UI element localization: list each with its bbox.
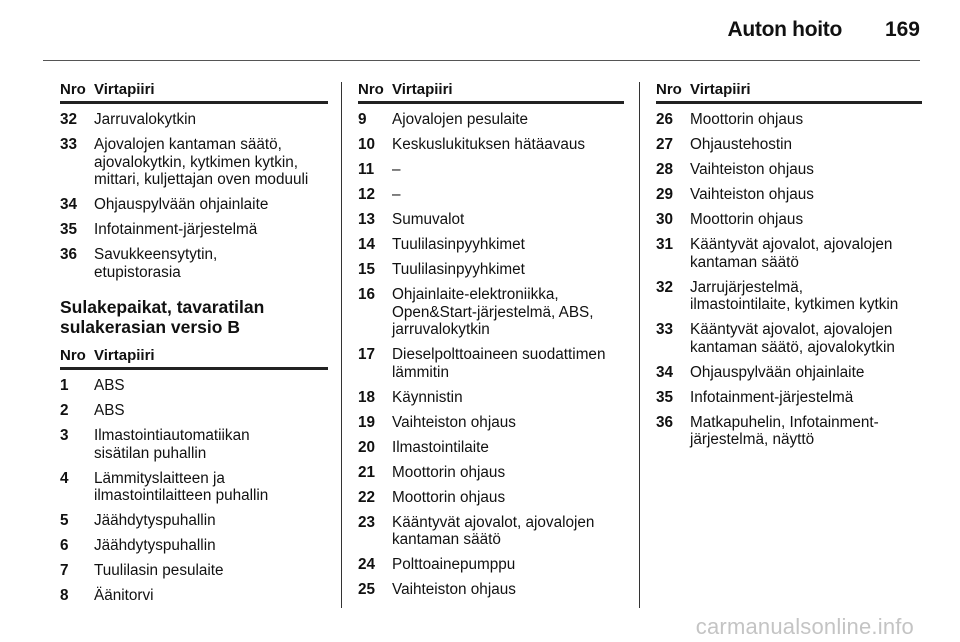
fuse-number: 35: [656, 388, 674, 406]
fuse-number: 31: [656, 236, 674, 253]
header-no: Nro: [656, 81, 682, 98]
section-title: Sulakepaikat, tavaratilan sulakerasian versio B: [60, 297, 265, 337]
watermark: carmanualsonline.info: [695, 614, 914, 639]
circuit-description: Vaihteiston ohjaus: [690, 161, 814, 178]
fuse-number: 23: [358, 513, 376, 531]
header-no: Nro: [60, 347, 86, 364]
table-row: [358, 261, 624, 279]
circuit-description: Jäähdytyspuhallin: [94, 537, 216, 554]
circuit-description: Ohjainlaite-elektroniikka, Open&Start-järjestelmä, ABS, jarruvalokytkin: [392, 286, 594, 338]
table-header: [656, 82, 922, 104]
header-circuit: Virtapiiri: [690, 81, 751, 98]
fuse-number: 24: [358, 556, 376, 573]
fuse-number: 32: [60, 111, 78, 128]
circuit-description: Infotainment-järjestelmä: [690, 388, 854, 406]
fuse-number: 15: [358, 261, 376, 278]
fuse-number: 8: [60, 587, 69, 604]
table-row: [358, 389, 624, 407]
table-row: [60, 377, 328, 395]
fuse-number: 5: [60, 512, 69, 529]
circuit-description: Moottorin ohjaus: [392, 488, 506, 506]
table-row: [656, 321, 922, 356]
fuse-number: 16: [358, 286, 376, 303]
fuse-number: 28: [656, 161, 674, 178]
header-divider: [43, 60, 920, 61]
circuit-description: Sumuvalot: [392, 211, 465, 228]
fuse-table: [60, 111, 328, 281]
table-row: [60, 221, 328, 239]
header-circuit: Virtapiiri: [94, 347, 155, 364]
circuit-description: Ohjauspylvään ohjainlaite: [690, 363, 865, 381]
circuit-description: Moottorin ohjaus: [392, 463, 506, 481]
fuse-number: 30: [656, 211, 674, 228]
fuse-number: 35: [60, 221, 78, 238]
fuse-number: 6: [60, 537, 69, 554]
page-number: 169: [884, 18, 920, 41]
table-row: [358, 414, 624, 432]
table-header: [60, 348, 328, 370]
table-row: [358, 464, 624, 482]
fuse-table: [358, 111, 624, 599]
page-header: [0, 0, 960, 60]
fuse-number: 33: [60, 136, 78, 153]
circuit-description: Ajovalojen pesulaite: [392, 111, 529, 128]
table-row: [60, 512, 328, 530]
circuit-description: Infotainment-järjestelmä: [94, 221, 258, 238]
circuit-description: Keskuslukituksen hätäavaus: [392, 136, 586, 153]
circuit-description: Tuulilasinpyyhkimet: [392, 236, 525, 253]
table-row: [656, 236, 922, 271]
fuse-number: 32: [656, 278, 674, 296]
circuit-description: Jarruvalokytkin: [94, 111, 197, 128]
table-row: [656, 364, 922, 382]
page-title: Auton hoito: [727, 18, 842, 41]
column-3: [656, 82, 922, 456]
column-2: [358, 82, 624, 606]
column-1: [60, 82, 328, 612]
circuit-description: Vaihteiston ohjaus: [392, 413, 516, 431]
circuit-description: Polttoainepumppu: [392, 556, 516, 573]
table-row: [358, 161, 624, 179]
table-row: [656, 279, 922, 314]
fuse-number: 36: [60, 246, 78, 263]
circuit-description: ABS: [94, 402, 125, 419]
circuit-description: Äänitorvi: [94, 587, 154, 604]
circuit-description: Ohjaustehostin: [690, 136, 793, 153]
circuit-description: Vaihteiston ohjaus: [690, 186, 814, 203]
fuse-number: 29: [656, 186, 674, 203]
circuit-description: Jarrujärjestelmä, ilmastointilaite, kytkimen kytkin: [690, 278, 899, 313]
fuse-number: 12: [358, 186, 376, 203]
table-row: [60, 537, 328, 555]
fuse-number: 22: [358, 488, 376, 506]
fuse-number: 26: [656, 111, 674, 128]
fuse-number: 4: [60, 469, 69, 487]
fuse-number: 36: [656, 413, 674, 431]
fuse-number: 3: [60, 427, 69, 444]
circuit-description: –: [392, 161, 401, 178]
table-header: [60, 82, 328, 104]
circuit-description: Kääntyvät ajovalot, ajovalojen kantaman säätö, ajovalokytkin: [690, 321, 895, 356]
table-row: [656, 136, 922, 154]
table-row: [60, 562, 328, 580]
table-row: [358, 236, 624, 254]
fuse-number: 10: [358, 136, 376, 153]
table-row: [60, 427, 328, 462]
table-header: [358, 82, 624, 104]
circuit-description: Ilmastointilaite: [392, 438, 489, 456]
table-row: [358, 581, 624, 599]
table-row: [656, 211, 922, 229]
table-row: [358, 346, 624, 381]
fuse-number: 20: [358, 438, 376, 456]
fuse-number: 14: [358, 236, 376, 253]
fuse-number: 25: [358, 581, 376, 598]
fuse-number: 7: [60, 562, 69, 579]
header-no: Nro: [358, 81, 384, 98]
circuit-description: Dieselpolttoaineen suodattimen lämmitin: [392, 346, 606, 381]
circuit-description: Käynnistin: [392, 388, 463, 406]
table-row: [656, 389, 922, 407]
column-divider: [639, 82, 640, 608]
circuit-description: Tuulilasinpyyhkimet: [392, 261, 525, 278]
table-row: [358, 489, 624, 507]
table-row: [656, 161, 922, 179]
table-row: [60, 196, 328, 214]
table-row: [358, 211, 624, 229]
table-row: [656, 111, 922, 129]
circuit-description: Ilmastointiautomatiikan sisätilan puhallin: [94, 427, 250, 462]
circuit-description: Moottorin ohjaus: [690, 211, 804, 228]
circuit-description: Ajovalojen kantaman säätö, ajovalokytkin, kytkimen kytkin, mittari, kuljettajan oven moduuli: [94, 136, 309, 188]
table-row: [60, 587, 328, 605]
table-row: [358, 136, 624, 154]
table-row: [358, 186, 624, 204]
fuse-table: [60, 377, 328, 605]
circuit-description: Jäähdytyspuhallin: [94, 512, 216, 529]
circuit-description: –: [392, 186, 401, 203]
table-row: [60, 111, 328, 129]
circuit-description: Kääntyvät ajovalot, ajovalojen kantaman säätö: [392, 513, 595, 548]
fuse-number: 34: [656, 363, 674, 381]
circuit-description: Savukkeensytytin, etupistorasia: [94, 246, 218, 281]
fuse-number: 2: [60, 402, 69, 419]
table-row: [60, 136, 328, 189]
fuse-number: 1: [60, 377, 69, 394]
table-row: [656, 186, 922, 204]
fuse-number: 11: [358, 161, 375, 178]
header-no: Nro: [60, 81, 86, 98]
fuse-number: 33: [656, 321, 674, 338]
circuit-description: ABS: [94, 377, 125, 394]
fuse-number: 34: [60, 196, 78, 213]
fuse-number: 27: [656, 136, 674, 153]
column-divider: [341, 82, 342, 608]
table-row: [358, 556, 624, 574]
circuit-description: Matkapuhelin, Infotainment- järjestelmä, näyttö: [690, 413, 879, 448]
table-row: [358, 286, 624, 339]
table-row: [358, 439, 624, 457]
circuit-description: Moottorin ohjaus: [690, 111, 804, 128]
fuse-number: 13: [358, 211, 376, 228]
table-row: [60, 470, 328, 505]
fuse-table: [656, 111, 922, 449]
table-row: [358, 111, 624, 129]
fuse-number: 9: [358, 111, 367, 128]
circuit-description: Ohjauspylvään ohjainlaite: [94, 196, 269, 213]
fuse-number: 21: [358, 463, 376, 481]
table-row: [60, 402, 328, 420]
fuse-number: 19: [358, 413, 376, 431]
table-row: [60, 246, 328, 281]
table-row: [656, 414, 922, 449]
fuse-number: 18: [358, 388, 376, 406]
fuse-number: 17: [358, 346, 376, 363]
circuit-description: Vaihteiston ohjaus: [392, 581, 516, 598]
header-circuit: Virtapiiri: [392, 81, 453, 98]
circuit-description: Lämmityslaitteen ja ilmastointilaitteen puhallin: [94, 469, 269, 504]
circuit-description: Tuulilasin pesulaite: [94, 562, 224, 579]
header-circuit: Virtapiiri: [94, 81, 155, 98]
circuit-description: Kääntyvät ajovalot, ajovalojen kantaman säätö: [690, 236, 893, 271]
table-row: [358, 514, 624, 549]
